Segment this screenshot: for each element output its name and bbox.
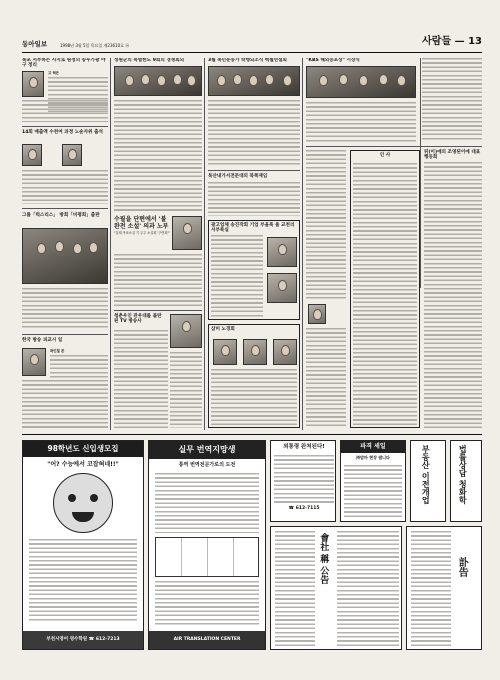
issue-date: 1998년 3월 5일 목요일 제23610호 ⑭: [60, 43, 130, 48]
notice-title: 訃告: [456, 557, 468, 577]
column-1: [22, 58, 108, 430]
article-body: [208, 100, 300, 166]
article-headline: 그룹「럭스리스」 방회「비평회」출판: [22, 213, 100, 218]
notice-body: [337, 531, 399, 647]
article-body: [306, 150, 346, 300]
article-body: [306, 328, 346, 428]
article-body: [22, 170, 108, 204]
box-body: [211, 235, 263, 317]
ad-vertical-title: 부동산 이전개업: [421, 445, 431, 504]
article-body: [170, 352, 202, 428]
panel-title: 인 사: [379, 153, 391, 158]
article-headline: 청춘우인 관우대를 불란된 TV 방송사: [114, 314, 162, 325]
portrait-photo: [267, 237, 297, 267]
column-4: [306, 58, 482, 430]
legal-ad[interactable]: [450, 440, 482, 522]
column-divider: [302, 58, 303, 430]
portrait-photo: [172, 216, 202, 250]
article-body: [422, 58, 482, 142]
obituary-notice: [406, 526, 482, 650]
ad-subheadline: 통역 번역전문가로의 도전: [178, 462, 236, 468]
article-body: [208, 182, 300, 216]
group-photo: [22, 228, 108, 284]
article-headline: 한국 방송 피교시 일: [22, 338, 63, 343]
portrait-photo: [170, 314, 202, 348]
article-body: [114, 100, 202, 212]
ad-headline: 외통령 완처된다!: [283, 444, 325, 450]
ad-vertical-title: 법률상담 청화학: [458, 445, 468, 504]
panel-body: [353, 163, 417, 425]
article-divider: [22, 334, 108, 335]
ad-body: [29, 539, 137, 623]
article-headline: 북산내가서전문대의 북쪽재임: [208, 174, 268, 179]
section-title: 사람들 — 13: [422, 36, 482, 47]
box-headline: 삼미 노경회: [211, 327, 235, 332]
article-divider: [22, 208, 108, 209]
ad-section-divider: [22, 434, 482, 435]
article-body: [22, 288, 108, 330]
event-photo: [208, 66, 300, 96]
ad-footer: AIR TRANSLATION CENTER: [149, 631, 265, 649]
event-photo: [306, 66, 416, 98]
ad-body: [155, 581, 259, 625]
column-2: [114, 58, 202, 430]
article-body: [50, 355, 108, 379]
ad-body: [344, 465, 402, 519]
ad-subheadline: "어? 수능에서 코잡혀네!!": [47, 461, 119, 468]
portrait-photo: [213, 339, 237, 365]
translation-ad[interactable]: [148, 440, 266, 650]
pull-quote: 수필을 단편에서 '불완전 소설' 의과 노부: [114, 216, 169, 230]
portrait-photo: [22, 348, 46, 376]
portrait-photo: [308, 304, 326, 324]
realty-ad[interactable]: [410, 440, 446, 522]
course-table: [155, 537, 259, 577]
portrait-photo: [22, 144, 42, 166]
ad-subheadline: ㈜맘마 현장 팝니다: [356, 455, 390, 460]
box-body: [211, 369, 297, 425]
phone-ad[interactable]: [270, 440, 336, 522]
article-body: [22, 380, 108, 428]
article-divider: [22, 126, 108, 127]
cartoon-face: [53, 473, 113, 533]
school-ad[interactable]: [22, 440, 144, 650]
feature-box: [208, 220, 300, 320]
people-panel: [350, 150, 420, 428]
ad-body: [155, 473, 259, 533]
page-header: [22, 36, 482, 53]
column-3: [208, 58, 300, 430]
article-divider: [114, 310, 202, 311]
article-headline: 3월 목민운동가 학행되소식 백월연설회: [208, 58, 287, 63]
pull-quote-sub: "실제 목표소설 기 우주 소설회 '구연희'": [114, 231, 170, 235]
article-headline: 뒤(이)에의 조영된이에 대표 행동회: [424, 150, 481, 161]
paper-name: 동아일보: [22, 40, 48, 48]
article-headline: "KBS 해외동포상" 시상식: [306, 58, 360, 63]
person-name: 곽인철 본: [50, 349, 65, 353]
article-body: [114, 330, 168, 428]
feature-box: [208, 324, 300, 428]
person-name: 고 혁은: [48, 71, 60, 75]
article-body: [114, 254, 202, 306]
article-divider: [306, 146, 482, 147]
ad-footer: 부천시영어 영수학원 ☎ 612-7213: [23, 631, 143, 649]
article-body: [22, 100, 108, 122]
article-headline: 성원군의 특별한도 9회의 경쟁회외: [114, 58, 185, 63]
sale-ad[interactable]: [340, 440, 406, 522]
box-headline: 광고업체 송진작회 기업 부올목 울 교천리 서부록실: [211, 223, 295, 234]
article-body: [424, 162, 482, 428]
ad-body: [274, 455, 334, 503]
portrait-photo: [273, 339, 297, 365]
ad-headline: 실무 번역지망생: [149, 441, 265, 459]
notice-body: [411, 531, 451, 647]
article-headline: 목포 서부하는 사지로 원정의 송두가광 야구 정리: [22, 58, 106, 69]
article-divider: [208, 170, 300, 171]
notice-body: [275, 531, 315, 647]
article-body: [306, 102, 416, 142]
ad-headline: 98학년도 신입생모집: [23, 441, 143, 457]
portrait-photo: [62, 144, 82, 166]
column-divider: [110, 58, 111, 430]
column-divider: [204, 58, 205, 430]
portrait-photo: [22, 71, 44, 97]
notice-title: 會社 稱 公告: [318, 533, 329, 585]
ad-headline: 파격 세일: [341, 441, 405, 453]
ad-phone: ☎ 612-7115: [288, 506, 320, 511]
portrait-photo: [243, 339, 267, 365]
event-photo: [114, 66, 202, 96]
article-headline: 14회 매출액 수천여 과정 노순자위 출석: [22, 130, 103, 135]
company-notice: [270, 526, 402, 650]
portrait-photo: [267, 273, 297, 303]
